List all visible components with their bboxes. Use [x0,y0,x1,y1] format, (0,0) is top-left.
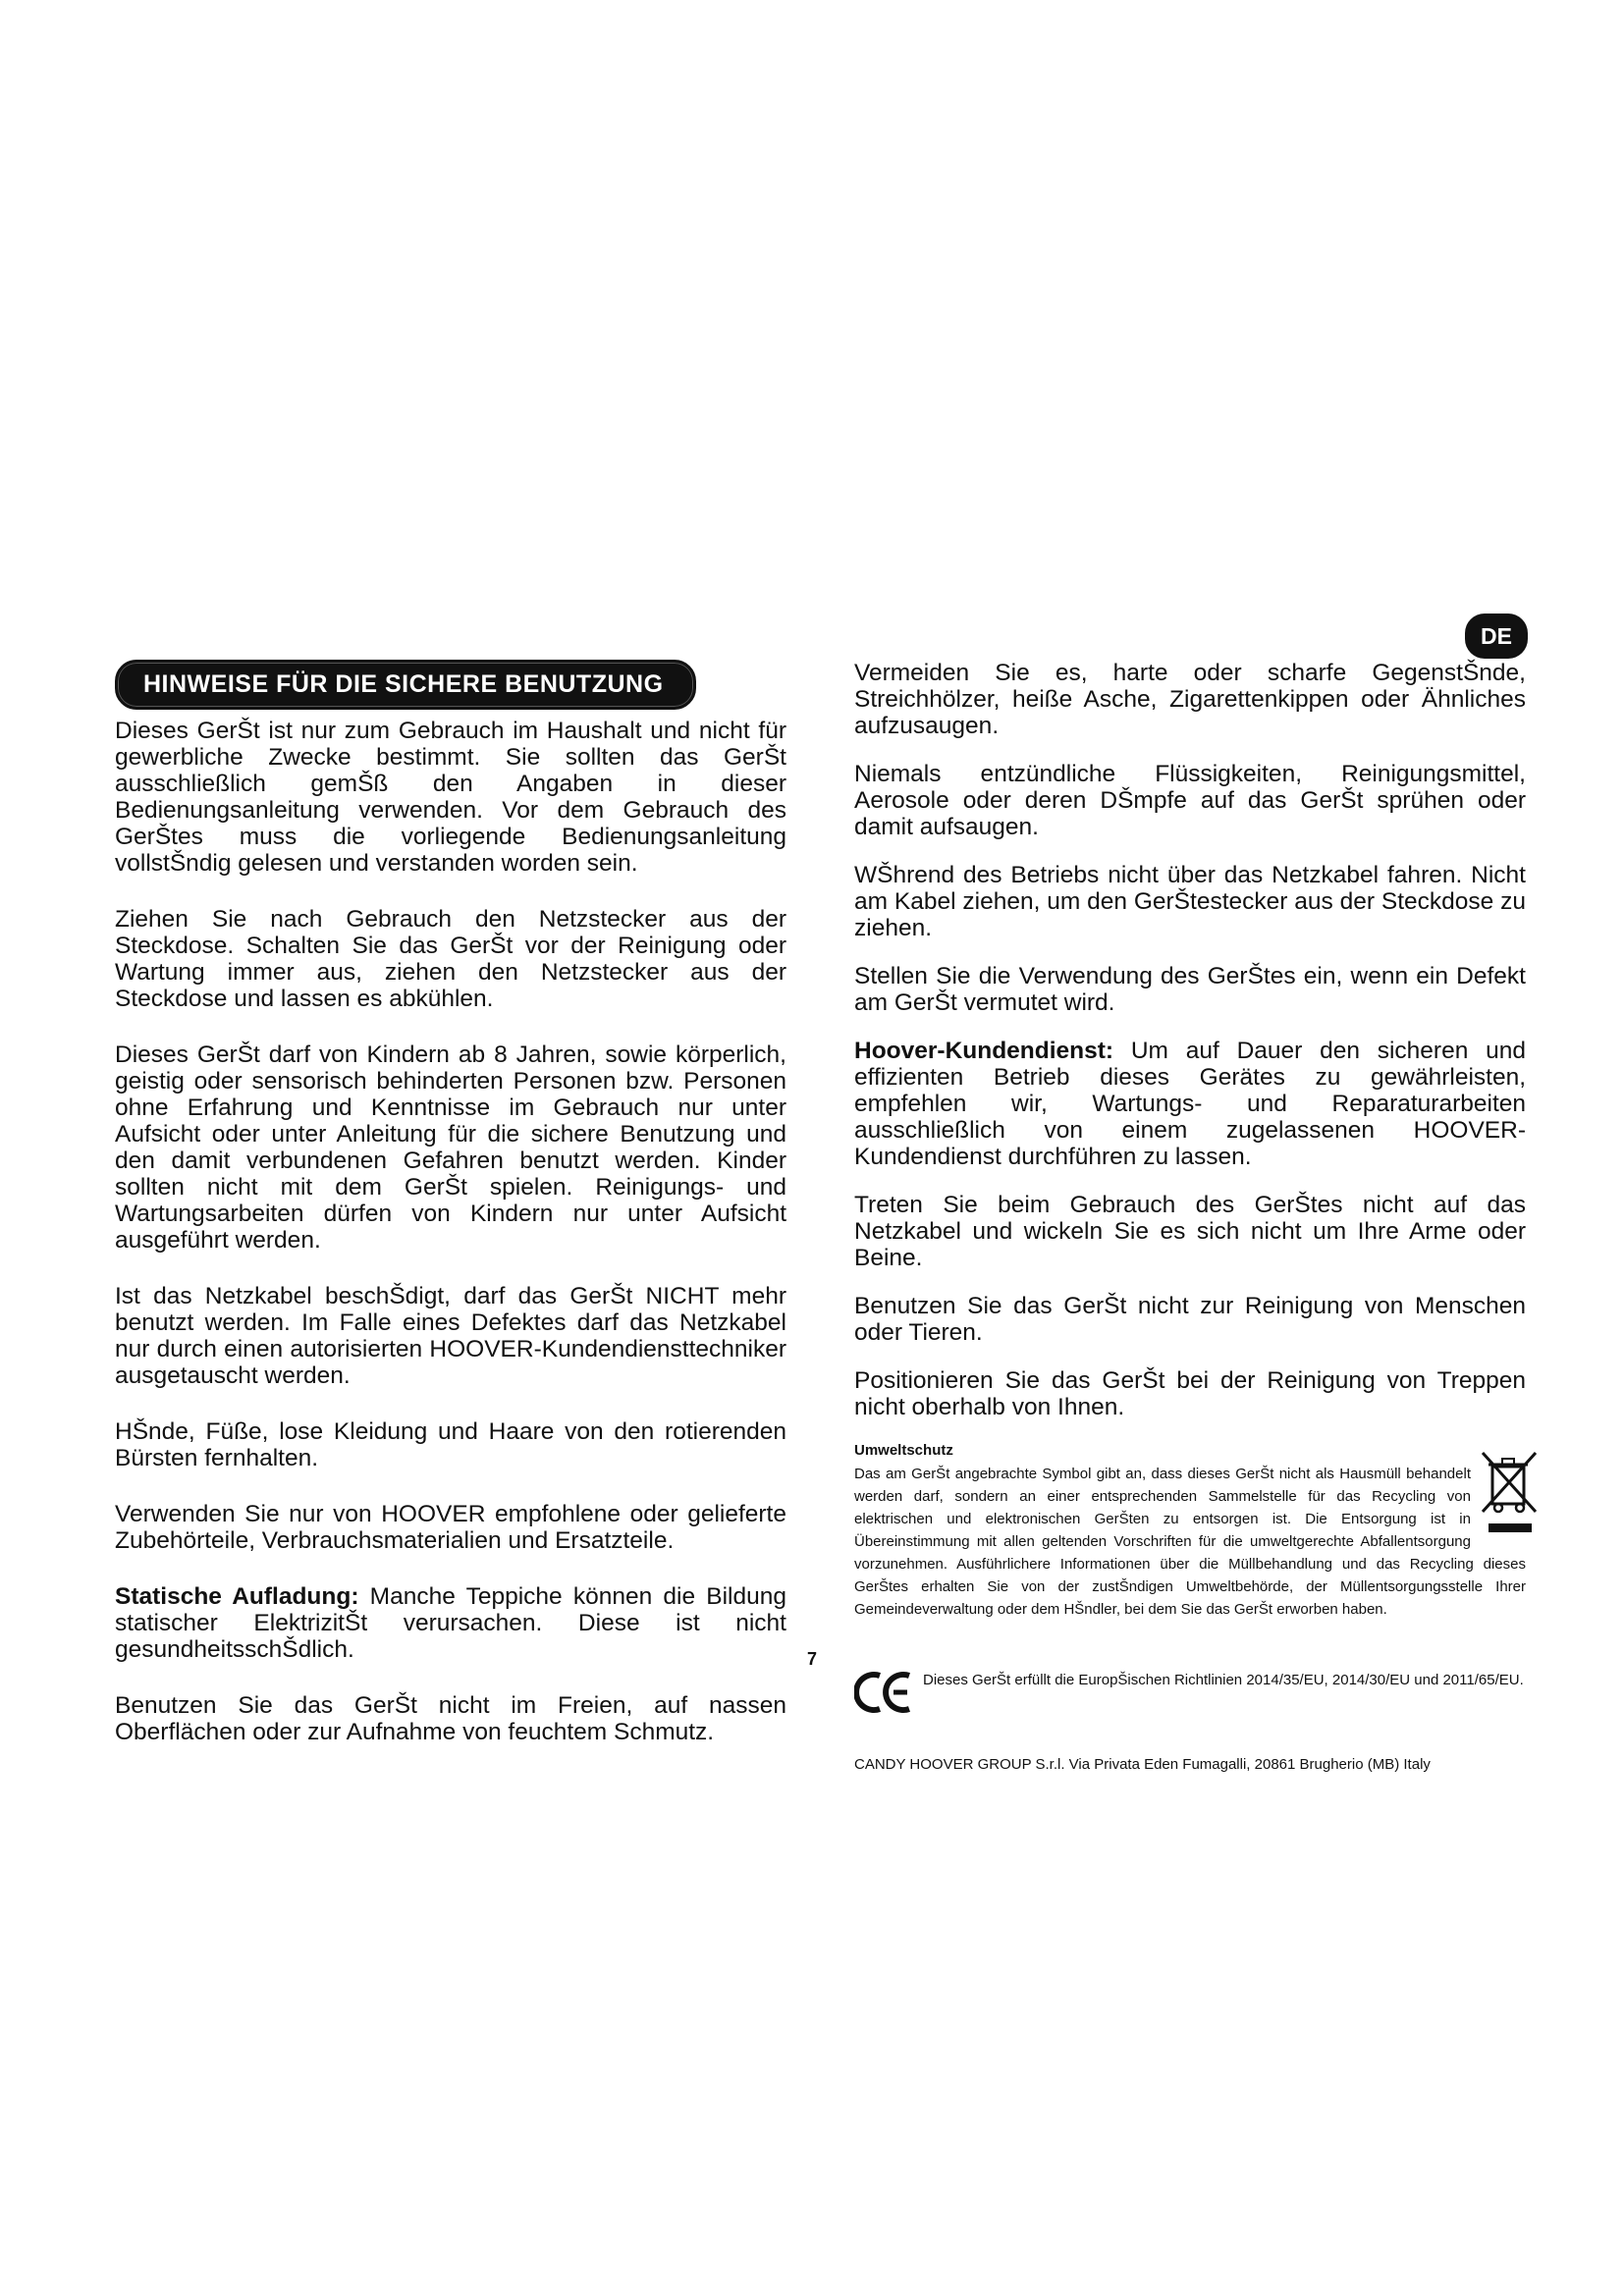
company-address: CANDY HOOVER GROUP S.r.l. Via Privata Eden Fumagalli, 20861 Brugherio (MB) Italy [854,1756,1431,1773]
paragraph-children: Dieses GerŠt darf von Kindern ab 8 Jahren, sowie körperlich, geistig oder sensorisch behinderten Personen bzw. Personen ohne Erfahrung und Kenntnisse im Gebrauch nur unter Aufsicht oder unter Anleitung für die sichere Benutzung und den damit verbundenen Gefahren benutzt werden. Kinder sollten nicht mit dem GerŠt spielen. Reinigungs- und Wartungsarbeiten dürfen von Kindern nur unter Aufsicht ausgeführt werden. [115,1041,786,1254]
paragraph-stairs: Positionieren Sie das GerŠt bei der Reinigung von Treppen nicht oberhalb von Ihnen. [854,1367,1526,1420]
language-badge: DE [1465,614,1528,659]
ce-mark-icon [854,1670,915,1715]
left-column [115,660,786,1775]
static-charge-text: Manche Teppiche können die Bildung statischer ElektrizitŠt verursachen. Diese ist nicht gesundheitsschŠdlich. [115,1583,786,1663]
paragraph-step-on-cable: Treten Sie beim Gebrauch des GerŠtes nicht auf das Netzkabel und wickeln Sie es sich nicht um Ihre Arme oder Beine. [854,1192,1526,1271]
section-header: HINWEISE FÜR DIE SICHERE BENUTZUNG [115,660,696,710]
paragraph-defect: Stellen Sie die Verwendung des GerŠtes ein, wenn ein Defekt am GerŠt vermutet wird. [854,963,1526,1016]
paragraph-unplug: Ziehen Sie nach Gebrauch den Netzstecker aus der Steckdose. Schalten Sie das GerŠt vor der Reinigung oder Wartung immer aus, ziehen den Netzstecker aus der Steckdose und lassen es abkühlen. [115,906,786,1012]
service-text: Um auf Dauer den sicheren und effizienten Betrieb dieses Gerätes zu gewährleisten, empfehlen wir, Wartungs- und Reparaturarbeiten ausschließlich von einem zugelassenen HOOVER-Kundendienst durchführen zu lassen. [854,1038,1526,1170]
environment-text: Das am GerŠt angebrachte Symbol gibt an, dass dieses GerŠt nicht als Hausmüll behandelt werden darf, sondern an einer entsprechenden Sammelstelle für das Recycling von elektrischen und elektronischen GerŠten zu entsorgen ist. Die Entsorgung ist in Übereinstimmung mit allen geltenden Vorschriften für die umweltgerechte Abfallentsorgung vorzunehmen. Ausführlichere Informationen über die Müllbehandlung und das Recycling dieses GerŠtes erhalten Sie von der zustŠndigen Umweltbehörde, der Müllentsorgungsstelle Ihrer Gemeindeverwaltung oder dem HŠndler, bei dem Sie das GerŠt erworben haben. [854,1466,1526,1618]
ce-text: Dieses GerŠt erfüllt die EuropŠischen Richtlinien 2014/35/EU, 2014/30/EU und 2011/65/EU. [923,1672,1524,1688]
paragraph-hard-objects: Vermeiden Sie es, harte oder scharfe GegenstŠnde, Streichhölzer, heiße Asche, Zigarettenkippen oder Ähnliches aufzusaugen. [854,660,1526,739]
paragraph-damaged-cable: Ist das Netzkabel beschŠdigt, darf das GerŠt NICHT mehr benutzt werden. Im Falle eines Defektes darf das Netzkabel nur durch einen autorisierten HOOVER-Kundendiensttechniker ausgetauscht werden. [115,1283,786,1389]
paragraph-service [854,1038,1526,1170]
crossed-out-wheelie-bin-icon [1479,1451,1540,1539]
static-charge-lead: Statische Aufladung: [115,1583,359,1610]
paragraph-static-charge [115,1583,786,1663]
right-column [854,660,1526,1773]
paragraph-outdoor: Benutzen Sie das GerŠt nicht im Freien, auf nassen Oberflächen oder zur Aufnahme von feuchtem Schmutz. [115,1692,786,1745]
paragraph-household-use: Dieses GerŠt ist nur zum Gebrauch im Haushalt und nicht für gewerbliche Zwecke bestimmt. Sie sollten das GerŠt ausschließlich gemŠß den Angaben in dieser Bedienungsanleitung verwenden. Vor dem Gebrauch des GerŠtes muss die vorliegende Bedienungsanleitung vollstŠndig gelesen und verstanden worden sein. [115,718,786,877]
page-number: 7 [807,1649,818,1669]
paragraph-accessories: Verwenden Sie nur von HOOVER empfohlene oder gelieferte Zubehörteile, Verbrauchsmaterialien und Ersatzteile. [115,1501,786,1554]
paragraph-cable-driving: WŠhrend des Betriebs nicht über das Netzkabel fahren. Nicht am Kabel ziehen, um den GerŠtestecker aus der Steckdose zu ziehen. [854,862,1526,941]
ce-declaration [854,1670,1526,1715]
paragraph-rotating-brushes: HŠnde, Füße, lose Kleidung und Haare von den rotierenden Bürsten fernhalten. [115,1418,786,1471]
service-lead: Hoover-Kundendienst: [854,1038,1114,1064]
paragraph-people-animals: Benutzen Sie das GerŠt nicht zur Reinigung von Menschen oder Tieren. [854,1293,1526,1346]
environment-section [854,1442,1526,1621]
environment-title: Umweltschutz [854,1442,953,1459]
paragraph-flammable: Niemals entzündliche Flüssigkeiten, Reinigungsmittel, Aerosole oder deren DŠmpfe auf das GerŠt sprühen oder damit aufsaugen. [854,761,1526,840]
